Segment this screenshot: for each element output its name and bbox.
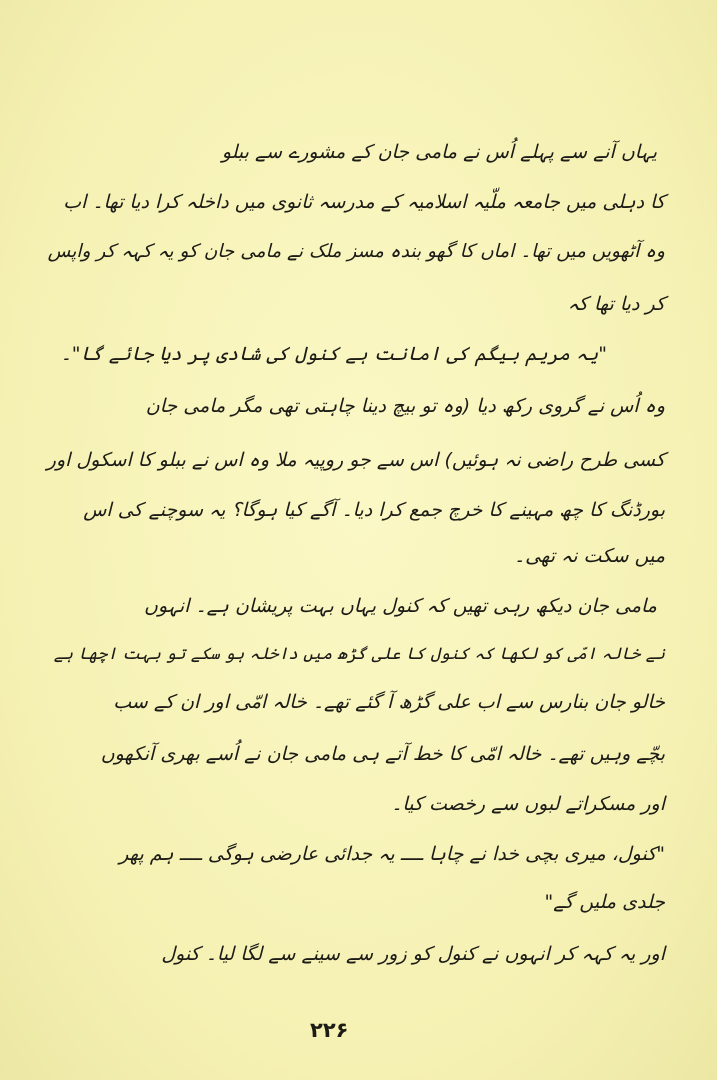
text-line: میں سکت نہ تھی۔ [514, 545, 665, 567]
text-line: مامی جان دیکھ رہی تھیں کہ کنول یہاں بہت پریشان ہے۔ انہوں [144, 595, 657, 617]
text-line: وہ اُس نے گروی رکھ دیا (وہ تو بیچ دینا چاہتی تھی مگر مامی جان [145, 395, 665, 417]
text-line: یہاں آنے سے پہلے اُس نے مامی جان کے مشورے سے ببلو [221, 141, 657, 163]
text-line: "یہ مریم بیگم کی امانت ہے کنول کی شادی پر دیا جائے گا"۔ [60, 343, 607, 365]
text-line: کر دیا تھا کہ [567, 293, 665, 315]
text-line: نے خالہ امّی کو لکھا کہ کنول کا علی گڑھ میں داخلہ ہو سکے تو بہت اچھا ہے [53, 644, 665, 663]
text-line: بورڈنگ کا چھ مہینے کا خرچ جمع کرا دیا۔ آگے کیا ہوگا؟ یہ سوچنے کی اس [83, 499, 665, 521]
page-number: ۲۲۶ [310, 1018, 349, 1042]
text-line: "کنول، میری بچی خدا نے چاہا ــــ یہ جدائی عارضی ہوگی ــــ ہم پھر [119, 843, 665, 865]
text-line: خالو جان بنارس سے اب علی گڑھ آ گئے تھے۔ خالہ امّی اور ان کے سب [113, 691, 665, 713]
text-line: بچّے وہیں تھے۔ خالہ امّی کا خط آتے ہی مامی جان نے اُسے بھری آنکھوں [100, 743, 665, 765]
text-line: جلدی ملیں گے" [544, 891, 665, 913]
text-line: اور مسکراتے لبوں سے رخصت کیا۔ [391, 793, 665, 815]
text-line: کسی طرح راضی نہ ہوئیں) اس سے جو روپیہ ملا وہ اس نے ببلو کا اسکول اور [46, 449, 665, 471]
text-line: وہ آٹھویں میں تھا۔ اماں کا گھو بندہ مسز ملک نے مامی جان کو یہ کہہ کر واپس [47, 241, 665, 262]
text-line: کا دہلی میں جامعہ ملّیہ اسلامیہ کے مدرسہ ثانوی میں داخلہ کرا دیا تھا۔ اب [63, 191, 665, 213]
text-line: اور یہ کہہ کر انہوں نے کنول کو زور سے سینے سے لگا لیا۔ کنول [161, 943, 665, 965]
